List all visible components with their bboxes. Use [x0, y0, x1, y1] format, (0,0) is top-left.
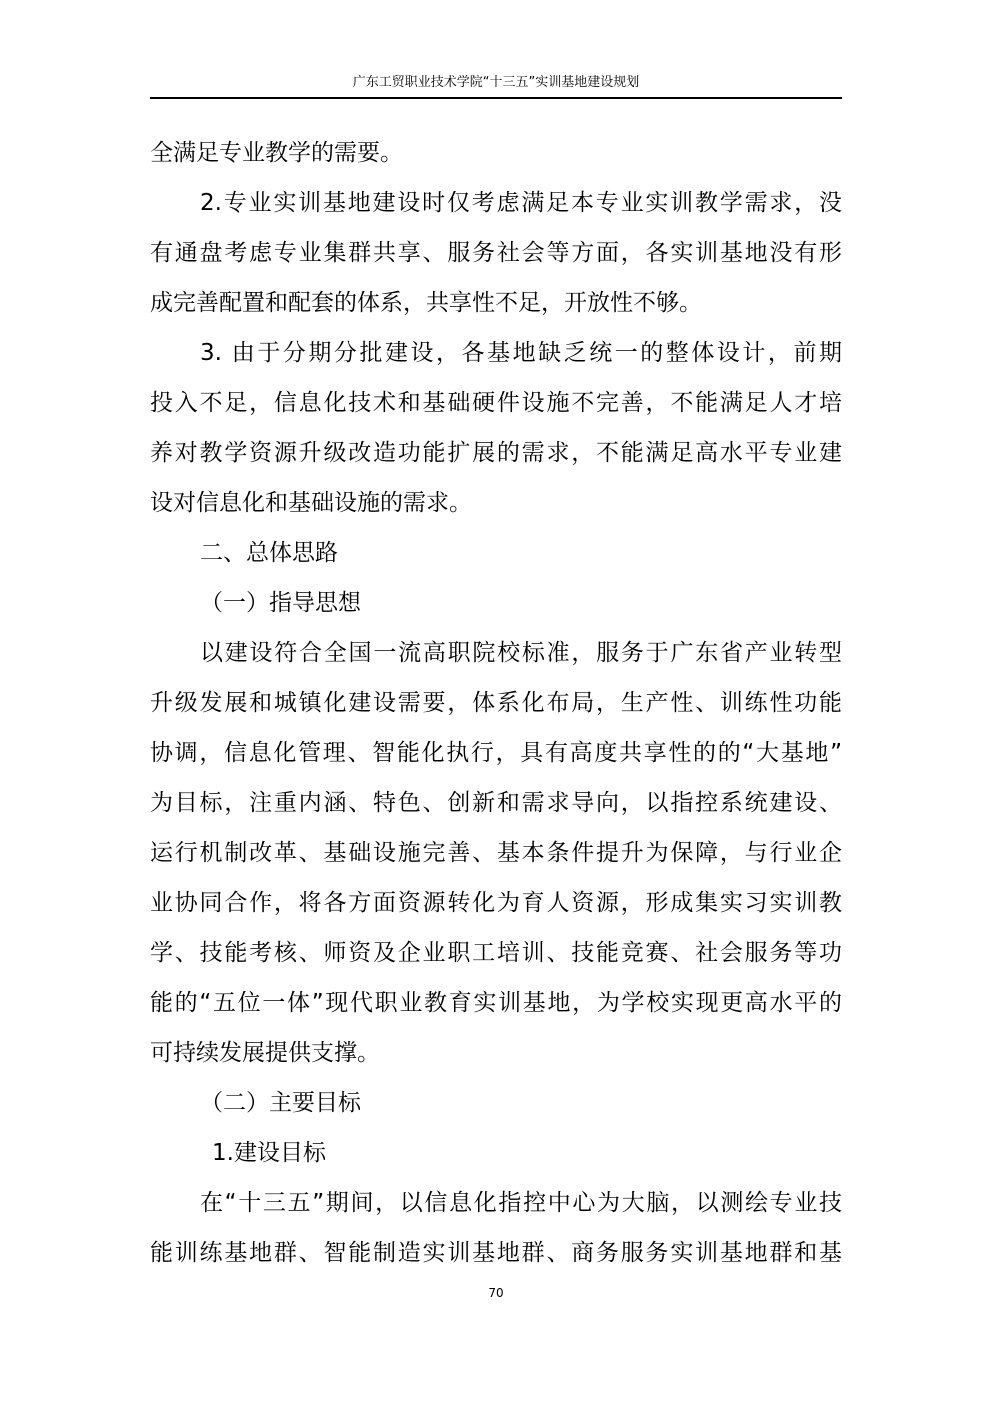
section-heading: 二、总体思路 [200, 540, 338, 566]
body-text [150, 128, 842, 1278]
text-line: 运行机制改革、基础设施完善、基本条件提升为保障，与行业企 [150, 840, 842, 866]
text-line: 3. 由于分期分批建设，各基地缺乏统一的整体设计，前期 [200, 340, 842, 366]
text-line: 学、技能考核、师资及企业职工培训、技能竞赛、社会服务等功 [150, 940, 842, 966]
subsection-heading: （二）主要目标 [200, 1090, 361, 1116]
text-line: 设对信息化和基础设施的需求。 [150, 490, 472, 516]
text-line: 能的“五位一体”现代职业教育实训基地，为学校实现更高水平的 [150, 990, 842, 1016]
text-line: 2.专业实训基地建设时仅考虑满足本专业实训教学需求，没 [200, 190, 842, 216]
item-heading: 1.建设目标 [212, 1140, 326, 1166]
text-line: 养对教学资源升级改造功能扩展的需求，不能满足高水平专业建 [150, 440, 842, 466]
text-line: 可持续发展提供支撑。 [150, 1040, 380, 1066]
header-rule [150, 97, 842, 99]
page-header: 广东工贸职业技术学院“十三五”实训基地建设规划 [352, 75, 640, 90]
text-line: 投入不足，信息化技术和基础硬件设施不完善，不能满足人才培 [150, 390, 842, 416]
page-number: 70 [488, 1286, 504, 1300]
text-line: 业协同合作，将各方面资源转化为育人资源，形成集实习实训教 [150, 890, 842, 916]
text-line: 为目标，注重内涵、特色、创新和需求导向，以指控系统建设、 [150, 790, 842, 816]
subsection-heading: （一）指导思想 [200, 590, 361, 616]
text-line: 有通盘考虑专业集群共享、服务社会等方面，各实训基地没有形 [150, 240, 842, 266]
text-line: 能训练基地群、智能制造实训基地群、商务服务实训基地群和基 [150, 1240, 842, 1266]
text-line: 协调，信息化管理、智能化执行，具有高度共享性的的“大基地” [150, 740, 842, 766]
text-line: 全满足专业教学的需要。 [150, 140, 403, 166]
text-line: 升级发展和城镇化建设需要，体系化布局，生产性、训练性功能 [150, 690, 842, 716]
text-line: 以建设符合全国一流高职院校标准，服务于广东省产业转型 [200, 640, 842, 666]
text-line: 在“十三五”期间，以信息化指控中心为大脑，以测绘专业技 [200, 1190, 842, 1216]
text-line: 成完善配置和配套的体系，共享性不足，开放性不够。 [150, 290, 702, 316]
